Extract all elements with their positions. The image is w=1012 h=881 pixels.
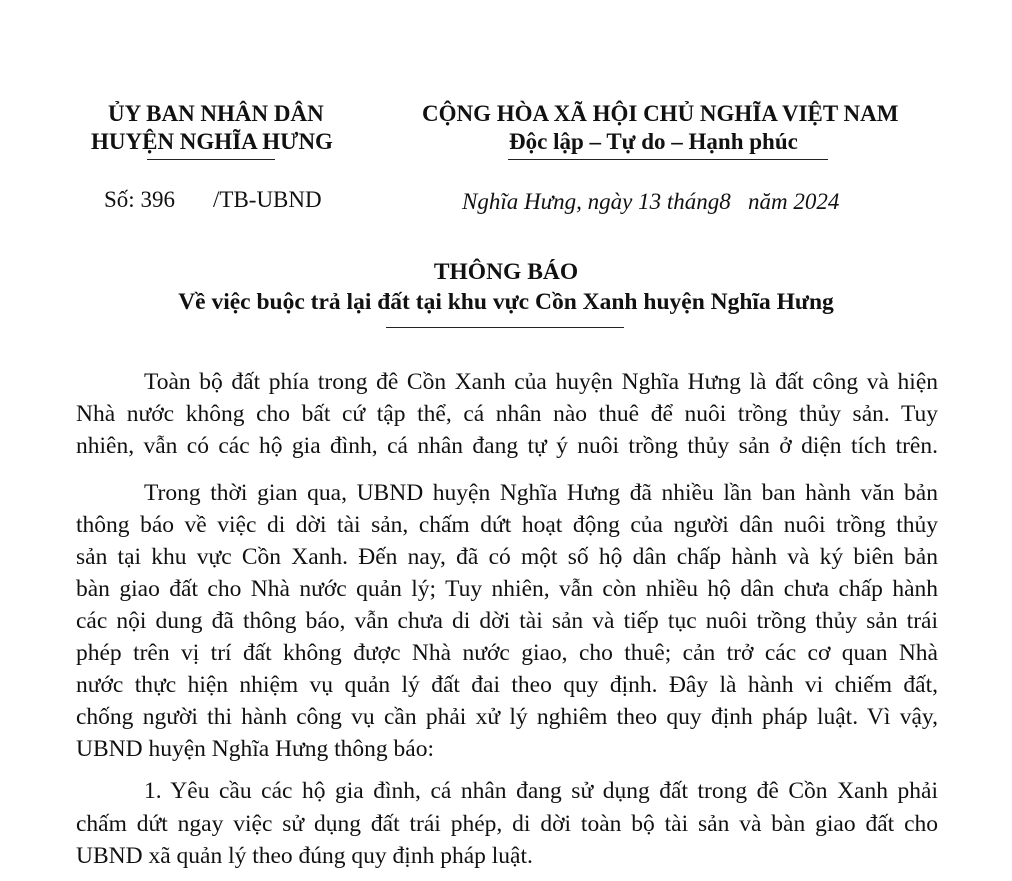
paragraph-line: các nội dung đã thông báo, vẫn chưa di dời tài sản và tiếp tục nuôi trồng thủy sản trái <box>76 608 938 634</box>
document-title: THÔNG BÁO <box>433 259 579 285</box>
paragraph-line: UBND huyện Nghĩa Hưng thông báo: <box>76 736 435 762</box>
paragraph-line: Nhà nước không cho bất cứ tập thể, cá nhân nào thuê để nuôi trồng thủy sản. Tuy <box>76 401 938 427</box>
document-subtitle: Về việc buộc trả lại đất tại khu vực Cồn Xanh huyện Nghĩa Hưng <box>178 289 834 315</box>
doc-number-prefix: Số: <box>104 187 135 212</box>
paragraph-line: 1. Yêu cầu các hộ gia đình, cá nhân đang sử dụng đất trong đê Cồn Xanh phải <box>144 778 938 804</box>
paragraph-line: Toàn bộ đất phía trong đê Cồn Xanh của huyện Nghĩa Hưng là đất công và hiện <box>144 369 938 395</box>
agency-name-line1: ỦY BAN NHÂN DÂN <box>108 101 324 126</box>
paragraph-line: nước thực hiện nhiệm vụ quản lý đất đai theo quy định. Đây là hành vi chiếm đất, <box>76 672 938 698</box>
date-place: Nghĩa Hưng, ngày <box>462 189 633 214</box>
doc-number <box>104 186 175 214</box>
agency-name-line2: HUYỆN NGHĨA HƯNG <box>91 129 333 154</box>
paragraph-line: thông báo về việc di dời tài sản, chấm dứt hoạt động của người dân nuôi trồng thủy <box>76 512 938 538</box>
paragraph-line: phép trên vị trí đất không được Nhà nước giao, cho thuê; cản trở các cơ quan Nhà <box>76 640 938 666</box>
doc-number-suffix: /TB-UBND <box>213 187 322 212</box>
paragraph-line: chống người thi hành công vụ cần phải xử lý nghiêm theo quy định pháp luật. Vì vậy, <box>76 704 938 730</box>
paragraph-line: UBND xã quản lý theo đúng quy định pháp luật. <box>76 843 533 869</box>
nation-name: CỘNG HÒA XÃ HỘI CHỦ NGHĨA VIỆT NAM <box>422 101 899 126</box>
nation-motto: Độc lập – Tự do – Hạnh phúc <box>509 129 798 154</box>
date-year: năm 2024 <box>747 189 840 214</box>
date-month-label: tháng <box>666 189 720 214</box>
date-day: 13 <box>638 189 662 214</box>
title-underline <box>386 327 624 328</box>
doc-date <box>462 188 839 216</box>
paragraph-line: Trong thời gian qua, UBND huyện Nghĩa Hưng đã nhiều lần ban hành văn bản <box>144 480 938 506</box>
motto-underline <box>508 159 828 160</box>
date-month: 8 <box>719 189 731 214</box>
paragraph-line: bàn giao đất cho Nhà nước quản lý; Tuy nhiên, vẫn còn nhiều hộ dân chưa chấp hành <box>76 576 938 602</box>
paragraph-line: sản tại khu vực Cồn Xanh. Đến nay, đã có một số hộ dân chấp hành và ký biên bản <box>76 544 938 570</box>
agency-underline <box>147 159 275 160</box>
paragraph-line: chấm dứt ngay việc sử dụng đất trái phép, di dời toàn bộ tài sản và bàn giao đất cho <box>76 811 938 837</box>
paragraph-line: nhiên, vẫn có các hộ gia đình, cá nhân đang tự ý nuôi trồng thủy sản ở diện tích trên. <box>76 433 938 459</box>
doc-number-value: 396 <box>140 187 175 212</box>
